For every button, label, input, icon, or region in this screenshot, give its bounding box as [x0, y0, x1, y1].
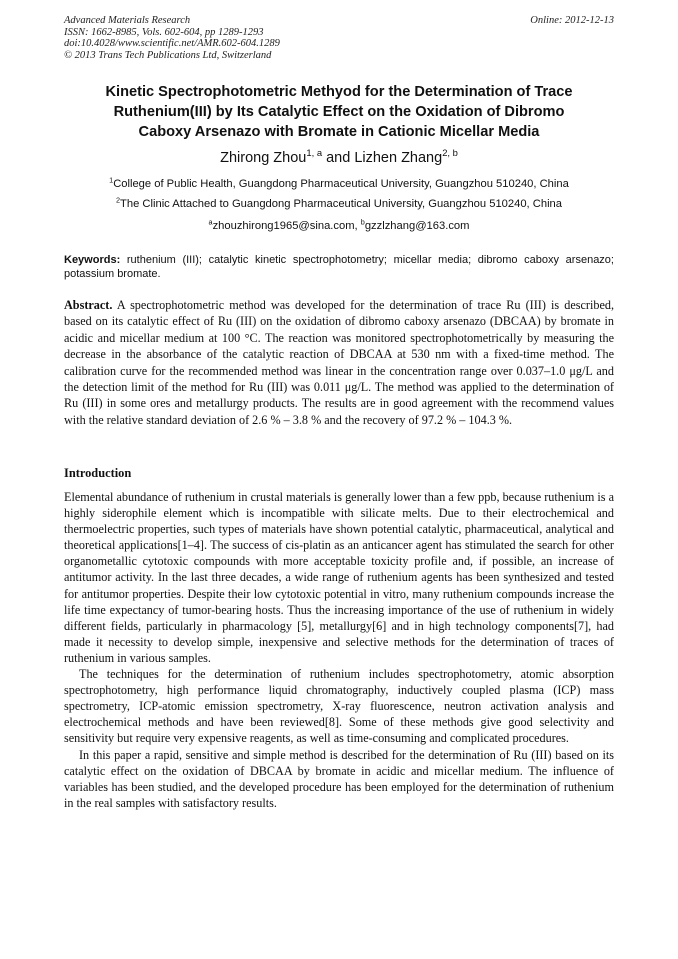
affiliation-2 [64, 197, 614, 211]
email-b: gzzlzhang@163.com [364, 220, 470, 232]
introduction-heading: Introduction [64, 466, 132, 480]
title-line-1: Kinetic Spectrophotometric Methyod for the Determination of Trace [105, 84, 573, 100]
author-2-marker: 2, b [442, 147, 458, 159]
affiliation-1-text: College of Public Health, Guangdong Pharmaceutical University, Guangzhou 510240, China [113, 178, 569, 190]
paper-title [64, 82, 614, 142]
doi-line: doi:10.4028/www.scientific.net/AMR.602-604.1289 [64, 38, 280, 49]
introduction-body [64, 489, 614, 811]
abstract-text: A spectrophotometric method was developed for the determination of trace Ru (III) is described, based on its catalytic effect of Ru (III) on the oxidation of dibromo caboxy arsenazo (DBCAA) by bromate in acidic and micellar medium at 100 °C. The reaction was monitored spectrophotometrically by measuring the decrease in the absorbance of the catalytic reaction of DBCAA at 530 nm with a fixed-time method. The calibration curve for the recommended method was linear in the concentration range over 0.037–1.0 μg/L and the detection limit of the method for Ru (III) was 0.011 μg/L. The method was applied to the determination of Ru (III) in some ores and metallurgy products. The results are in good agreement with the recommend values with the relative standard deviation of 2.6 % ‒ 3.8 % and the recovery of 97.2 % ‒ 104.3 %. [64, 298, 614, 427]
author-1-marker: 1, a [306, 147, 323, 159]
title-line-2: Ruthenium(III) by Its Catalytic Effect on the Oxidation of Dibromo [113, 104, 565, 120]
email-a: zhouzhirong1965@sina.com, [212, 220, 361, 232]
author-1: Zhirong Zhou [220, 150, 307, 166]
affiliation-1-marker: 1 [109, 175, 114, 185]
affiliation-2-text: The Clinic Attached to Guangdong Pharmaceutical University, Guangzhou 510240, China [120, 198, 562, 210]
journal-name: Advanced Materials Research [64, 15, 191, 26]
keywords [64, 253, 614, 281]
affiliation-2-marker: 2 [115, 195, 121, 205]
keywords-label: Keywords: [64, 254, 121, 266]
author-separator: and [322, 150, 355, 166]
journal-meta [64, 15, 280, 61]
email-a-marker: a [208, 217, 213, 227]
author-2: Lizhen Zhang [354, 150, 443, 166]
copyright-line: © 2013 Trans Tech Publications Ltd, Switzerland [64, 49, 272, 61]
introduction-paragraph-3: In this paper a rapid, sensitive and simple method is described for the determination of Ru (III) based on its catalytic effect on the oxidation of DBCAA by bromate in acidic and micellar medium. The influence of variables has been studied, and the developed procedure has been employed for the determination of ruthenium in the real samples with satisfactory results. [64, 747, 614, 810]
title-line-3: Caboxy Arsenazo with Bromate in Cationic Micellar Media [138, 124, 540, 140]
introduction-paragraph-1: Elemental abundance of ruthenium in crustal materials is generally lower than a few ppb, because ruthenium is a highly siderophile element which is incompatible with silicate melts. Due to their electrochemical and thermoelectric properties, such types of materials have shown potential catalytic, pharmaceutical, analytical and theoretical applications[1–4]. The success of cis-platin as an anticancer agent has stimulated the search for other organometallic cytotoxic compounds with more acceptable toxicity profile and, if possible, an increase of antitumor activity. In the last three decades, a wide range of ruthenium agents has been synthesized and tested for antitumor properties. Despite their low cytotoxic potential in vitro, many ruthenium compounds increase the life time expectancy of tumor-bearing hosts. Thus the increasing importance of the use of ruthenium in widely different fields, particularly in pharmacology [5], metallurgy[6] and in high technology components[7], had made it necessity to develop simple, inexpensive and selective methods for the determination of traces of ruthenium in various samples. [64, 490, 614, 665]
online-date: Online: 2012-12-13 [530, 15, 614, 26]
abstract [64, 297, 614, 428]
keywords-text: ruthenium (III); catalytic kinetic spectrophotometry; micellar media; dibromo caboxy arsenazo; potassium bromate. [64, 254, 614, 280]
abstract-label: Abstract. [64, 298, 113, 312]
introduction-paragraph-2: The techniques for the determination of ruthenium includes spectrophotometry, atomic absorption spectrophotometry, high performance liquid chromatography, inductively coupled plasma (ICP) mass spectrometry, ICP-atomic emission spectrometry, X-ray fluorescence, neutron activation analysis and electrochemical methods and have been reviewed[8]. Some of these methods give good selectivity and sensitivity but require very expensive reagents, as well as time-consuming and complicated procedures. [64, 667, 614, 746]
affiliation-1 [64, 177, 614, 191]
author-emails [64, 219, 614, 233]
author-list [64, 149, 614, 167]
email-b-marker: b [360, 217, 365, 227]
issn-line: ISSN: 1662-8985, Vols. 602-604, pp 1289-1293 [64, 26, 264, 38]
